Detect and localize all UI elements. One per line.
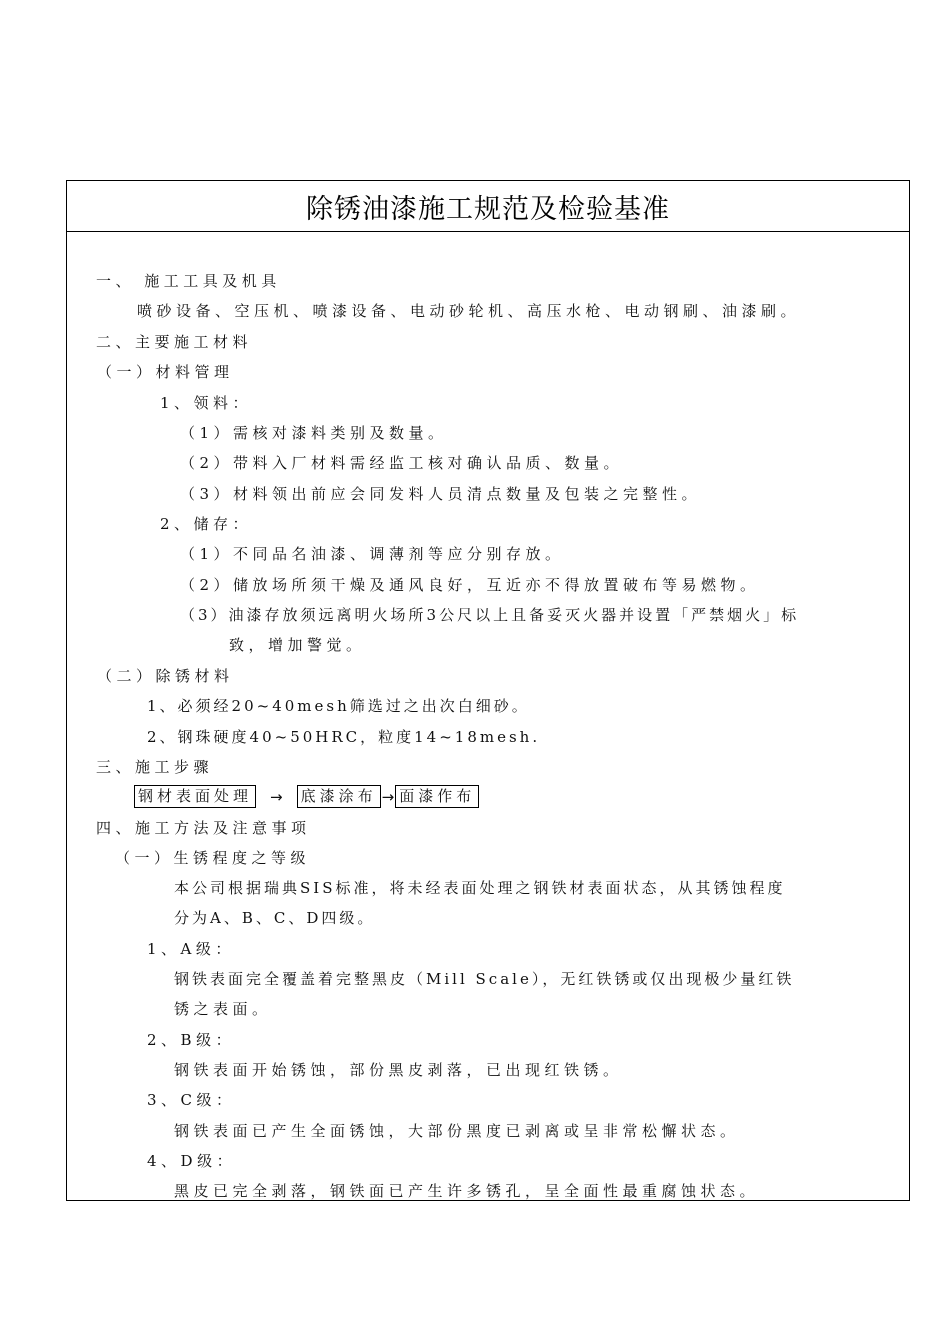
storage-point-1: （1）不同品名油漆、调薄剂等应分别存放。 <box>180 545 565 563</box>
page-title: 除锈油漆施工规范及检验基准 <box>306 193 670 225</box>
tools-list: 喷砂设备、空压机、喷漆设备、电动砂轮机、高压水枪、电动钢刷、油漆刷。 <box>137 302 801 320</box>
receiving-point-3: （3）材料领出前应会同发料人员清点数量及包装之完整性。 <box>180 485 702 503</box>
grade-c-description: 钢铁表面已产生全面锈蚀，大部份黑度已剥离或呈非常松懈状态。 <box>174 1122 740 1140</box>
step-surface-treatment: 钢材表面处理 <box>134 785 256 808</box>
storage-point-3-cont: 致，增加警觉。 <box>229 636 366 654</box>
item-storage: 2、储存： <box>160 515 253 533</box>
subsection-material-management: （一）材料管理 <box>97 363 234 381</box>
grade-b-description: 钢铁表面开始锈蚀，部份黑皮剥落，已出现红铁锈。 <box>174 1061 623 1079</box>
step-primer-coating: 底漆涂布 <box>297 785 381 808</box>
storage-point-3: （3）油漆存放须远离明火场所3公尺以上且备妥灭火器并设置「严禁烟火」标 <box>180 606 800 624</box>
grade-c-label: 3、C级： <box>147 1091 236 1109</box>
process-flow <box>134 785 479 808</box>
subsection-rust-removal-material: （二）除锈材料 <box>97 667 234 685</box>
arrow-right-icon: → <box>270 787 283 806</box>
step-topcoat: 面漆作布 <box>395 785 479 808</box>
title-row <box>67 181 909 232</box>
rust-material-2: 2、钢珠硬度40~50HRC，粒度14~18mesh. <box>147 728 541 746</box>
grade-d-description: 黑皮已完全剥落，钢铁面已产生许多锈孔，呈全面性最重腐蚀状态。 <box>174 1182 760 1200</box>
subsection-rust-grades: （一）生锈程度之等级 <box>115 849 311 867</box>
section-3-heading: 三、施工步骤 <box>96 758 214 776</box>
rust-material-1: 1、必须经20~40mesh筛选过之出次白细砂。 <box>147 697 530 715</box>
item-receiving: 1、领料： <box>160 394 253 412</box>
section-2-heading: 二、主要施工材料 <box>96 333 253 351</box>
grade-a-description: 钢铁表面完全覆盖着完整黑皮（Mill Scale），无红铁锈或仅出现极少量红铁 <box>174 970 795 988</box>
receiving-point-2: （2）带料入厂材料需经监工核对确认品质、数量。 <box>180 454 624 472</box>
grade-a-label: 1、A级： <box>147 940 235 958</box>
receiving-point-1: （1）需核对漆料类别及数量。 <box>180 424 448 442</box>
rust-grade-intro: 本公司根据瑞典SIS标准，将未经表面处理之钢铁材表面状态，从其锈蚀程度 <box>174 879 786 897</box>
grade-b-label: 2、B级： <box>147 1031 236 1049</box>
section-4-heading: 四、施工方法及注意事项 <box>96 819 311 837</box>
grade-a-description-cont: 锈之表面。 <box>174 1000 272 1018</box>
grade-d-label: 4、D级： <box>147 1152 237 1170</box>
rust-grade-intro-cont: 分为A、B、C、D四级。 <box>174 909 376 927</box>
storage-point-2: （2）储放场所须干燥及通风良好，互近亦不得放置破布等易燃物。 <box>180 576 760 594</box>
arrow-right-icon: → <box>381 787 395 806</box>
section-1-heading: 一、 施工工具及机具 <box>96 272 281 290</box>
